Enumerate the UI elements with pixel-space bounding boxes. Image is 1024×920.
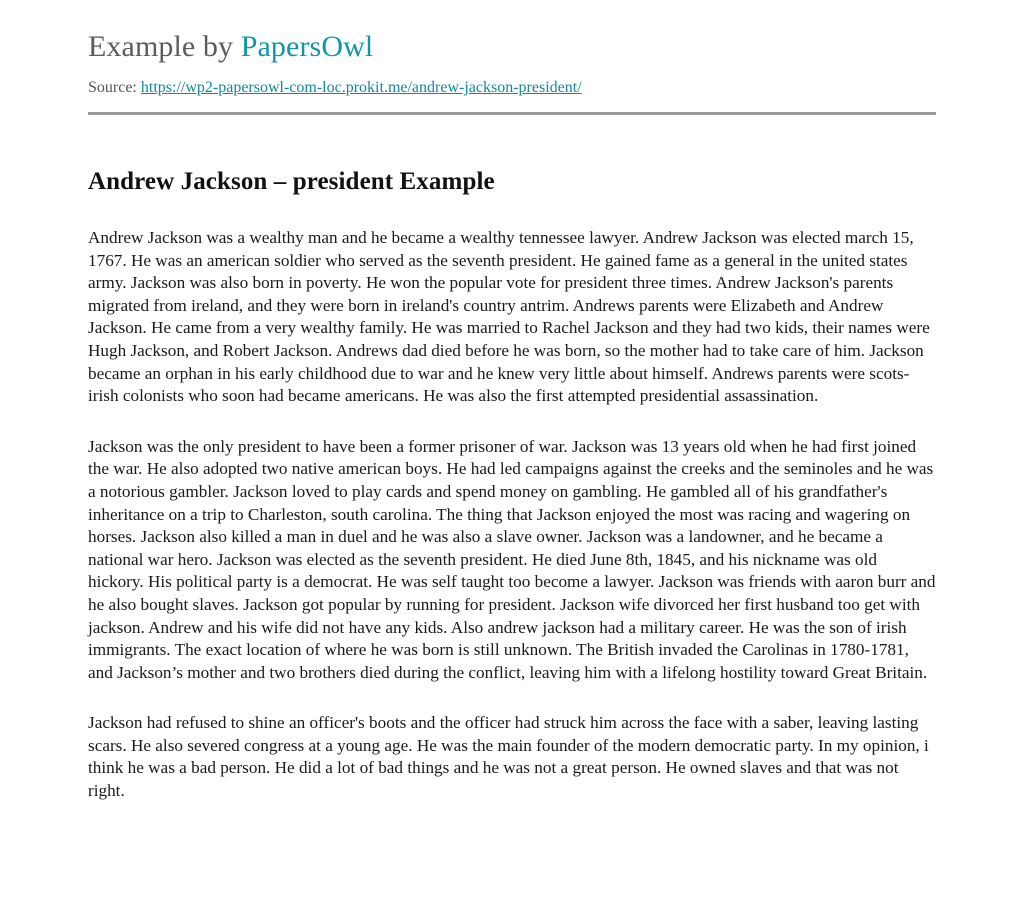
papersowl-brand-name: PapersOwl — [240, 30, 374, 63]
source-label: Source: — [88, 79, 137, 96]
example-by-label: Example by — [88, 30, 241, 63]
document-body — [0, 167, 1024, 803]
document-header — [0, 0, 1024, 98]
body-paragraph: Jackson had refused to shine an officer's boots and the officer had struck him across the face with a saber, leaving lasting scars. He also severed congress at a young age. He was the main founder of the modern democratic party. In my opinion, i think he was a bad person. He did a lot of bad things and he was not a great person. He owned slaves and that was not right. — [88, 713, 929, 801]
header-divider — [88, 112, 936, 115]
body-paragraph: Andrew Jackson was a wealthy man and he became a wealthy tennessee lawyer. Andrew Jackson was elected march 15, 1767. He was an american soldier who served as the seventh president. He gained fame as a general in the united states army. Jackson was also born in poverty. He won the popular vote for president three times. Andrew Jackson's parents migrated from ireland, and they were born in ireland's country antrim. Andrews parents were Elizabeth and Andrew Jackson. He came from a very wealthy family. He was married to Rachel Jackson and they had two kids, their names were Hugh Jackson, and Robert Jackson. Andrews dad died before he was born, so the mother had to take care of him. Jackson became an orphan in his early childhood due to war and he knew very little about himself. Andrews parents were scots-irish colonists who soon had became americans. He was also the first attempted presidential assassination. — [88, 228, 930, 406]
source-url-link[interactable]: https://wp2-papersowl-com-loc.prokit.me/andrew-jackson-president/ — [140, 79, 582, 96]
example-by-papersowl-heading — [88, 28, 936, 66]
page-title: Andrew Jackson – president Example — [88, 168, 495, 195]
source-line — [88, 78, 936, 98]
body-paragraph: Jackson was the only president to have been a former prisoner of war. Jackson was 13 years old when he had first joined the war. He also adopted two native american boys. He had led campaigns against the creeks and the seminoles and he was a notorious gambler. Jackson loved to play cards and spend money on gambling. He gambled all of his grandfather's inheritance on a trip to Charleston, south carolina. The thing that Jackson enjoyed the most was racing and wagering on horses. Jackson also killed a man in duel and he was also a slave owner. Jackson was a landowner, and he became a national war hero. Jackson was elected as the seventh president. He died June 8th, 1845, and his nickname was old hickory. His political party is a democrat. He was self taught too become a lawyer. Jackson was friends with aaron burr and he also bought slaves. Jackson got popular by running for president. Jackson wife divorced her first husband too get with jackson. Andrew and his wife did not have any kids. Also andrew jackson had a military career. He was the son of irish immigrants. The exact location of where he was born is still unknown. The British invaded the Carolinas in 1780-1781, and Jackson’s mother and two brothers died during the conflict, leaving him with a lifelong hostility toward Great Britain. — [88, 436, 936, 682]
